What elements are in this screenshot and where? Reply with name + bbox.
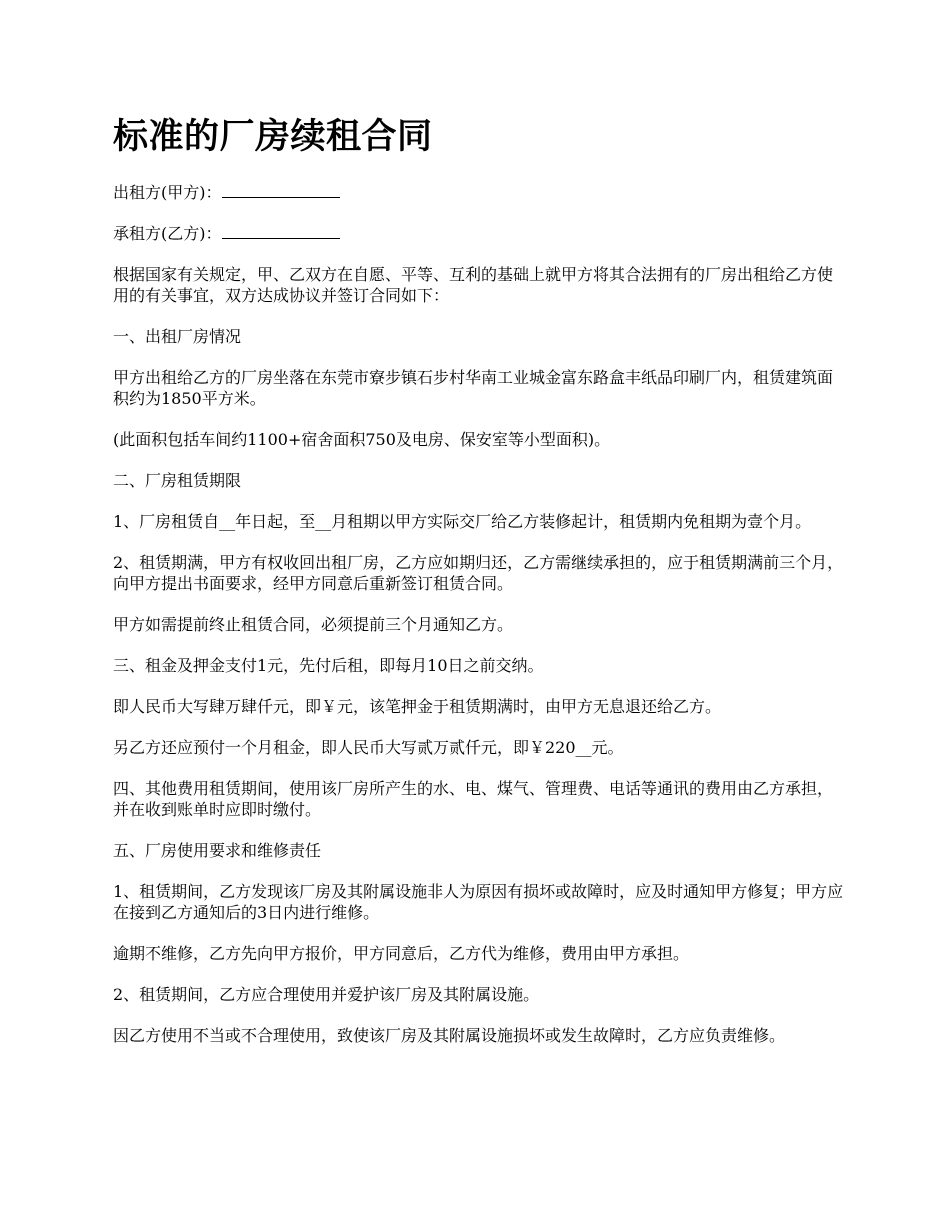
body-paragraph: 甲方出租给乙方的厂房坐落在东莞市寮步镇石步村华南工业城金富东路盒丰纸品印刷厂内，租赁建筑面积约为1850平方米。: [113, 368, 834, 408]
section-heading-1: 一、出租厂房情况: [113, 327, 242, 346]
body-paragraph: 甲方如需提前终止租赁合同，必须提前三个月通知乙方。: [113, 615, 514, 634]
body-paragraph: 即人民币大写肆万肆仟元，即￥元，该笔押金于租赁期满时，由甲方无息退还给乙方。: [113, 697, 722, 716]
party-a-line: [113, 182, 848, 203]
party-b-line: [113, 223, 848, 244]
party-b-blank: [222, 224, 340, 239]
section-heading-5: 五、厂房使用要求和维修责任: [113, 841, 322, 860]
party-b-label: 承租方(乙方)：: [113, 224, 222, 243]
body-paragraph: 因乙方使用不当或不合理使用，致使该厂房及其附属设施损坏或发生故障时，乙方应负责维修。: [113, 1026, 786, 1045]
body-paragraph: (此面积包括车间约1100+宿舍面积750及电房、保安室等小型面积)。: [113, 430, 611, 449]
section-heading-3: 三、租金及押金支付1元，先付后租，即每月10日之前交纳。: [113, 656, 544, 675]
section-heading-4: 四、其他费用租赁期间，使用该厂房所产生的水、电、煤气、管理费、电话等通讯的费用由乙方承担，并在收到账单时应即时缴付。: [113, 779, 834, 819]
section-heading-2: 二、厂房租赁期限: [113, 471, 242, 490]
document-title: 标准的厂房续租合同: [113, 117, 433, 157]
body-paragraph: 1、厂房租赁自__年日起，至__月租期以甲方实际交厂给乙方装修起计，租赁期内免租期为壹个月。: [113, 512, 812, 531]
preamble-paragraph: 根据国家有关规定，甲、乙双方在自愿、平等、互利的基础上就甲方将其合法拥有的厂房出租给乙方使用的有关事宜，双方达成协议并签订合同如下：: [113, 265, 834, 305]
document-page: [113, 112, 848, 1066]
body-paragraph: 另乙方还应预付一个月租金，即人民币大写贰万贰仟元，即￥220__元。: [113, 738, 624, 757]
body-paragraph: 逾期不维修，乙方先向甲方报价，甲方同意后，乙方代为维修，费用由甲方承担。: [113, 944, 690, 963]
body-paragraph: 1、租赁期间，乙方发现该厂房及其附属设施非人为原因有损坏或故障时，应及时通知甲方修复；甲方应在接到乙方通知后的3日内进行维修。: [113, 882, 844, 922]
party-a-label: 出租方(甲方)：: [113, 183, 222, 202]
body-paragraph: 2、租赁期满，甲方有权收回出租厂房，乙方应如期归还，乙方需继续承担的，应于租赁期满前三个月，向甲方提出书面要求，经甲方同意后重新签订租赁合同。: [113, 553, 844, 593]
body-paragraph: 2、租赁期间，乙方应合理使用并爱护该厂房及其附属设施。: [113, 985, 540, 1004]
party-a-blank: [222, 183, 340, 198]
